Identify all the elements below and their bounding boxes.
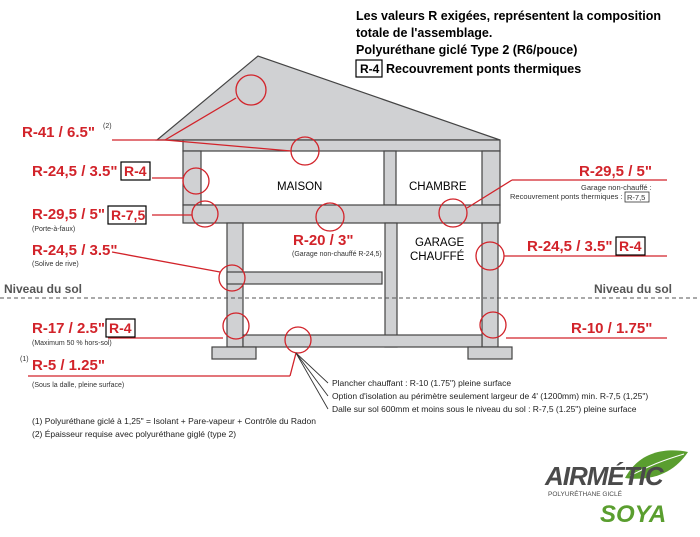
label-overhang: R-29,5 / 5" (32, 206, 105, 223)
header-line2: totale de l'assemblage. (356, 26, 493, 40)
label-right-top-sub1: Garage non-chauffé : (581, 183, 652, 192)
upper-left-wall (183, 151, 201, 205)
label-foundation: R-17 / 2.5" (32, 320, 105, 337)
label-slab: R-5 / 1.25" (32, 357, 105, 374)
label-right-top-sub2: Recouvrement ponts thermiques : (510, 192, 623, 201)
lower-middle-wall (385, 223, 397, 347)
label-right-wall: R-24,5 / 3.5" (527, 238, 613, 255)
room-garage-line2: CHAUFFÉ (410, 251, 465, 263)
note-1: Plancher chauffant : R-10 (1.75") pleine surface (332, 378, 512, 388)
slab-note-leaders (296, 353, 328, 409)
label-rim-sub: (Solive de rive) (32, 261, 79, 268)
room-chambre: CHAMBRE (409, 181, 467, 193)
note-3: Dalle sur sol 600mm et moins sous le niveau du sol : R-7,5 (1.25") pleine surface (332, 404, 637, 414)
leader-slab-diag (290, 353, 296, 376)
main-floor (227, 272, 382, 284)
logo-brand: AIRMÉTIC (545, 461, 663, 491)
leader-note1 (296, 353, 328, 383)
grade-label-right: Niveau du sol (594, 282, 673, 296)
label-slab-mark: (1) (20, 356, 29, 363)
label-roof-sup: (2) (103, 123, 112, 130)
header-line3: Polyuréthane giclé Type 2 (R6/pouce) (356, 43, 578, 57)
footnote-1: (1) Polyuréthane giclé à 1,25" = Isolant + Pare-vapeur + Contrôle du Radon (32, 416, 316, 426)
grade-label-left: Niveau du sol (4, 282, 83, 296)
label-rim: R-24,5 / 3.5" (32, 242, 118, 259)
leader-note3 (296, 353, 328, 409)
label-upper-wall: R-24,5 / 3.5" (32, 163, 118, 180)
label-right-top-sub2-box-text: R-7,5 (627, 193, 646, 202)
room-maison: MAISON (277, 181, 323, 193)
logo-soya: SOYA (600, 501, 667, 528)
basement-slab (243, 335, 482, 347)
airmetic-logo (544, 450, 688, 528)
label-foundation-sub: (Maximum 50 % hors-sol) (32, 340, 112, 347)
left-footing (212, 347, 256, 359)
label-right-foundation: R-10 / 1.75" (571, 320, 653, 337)
label-slab-sub: (Sous la dalle, pleine surface) (32, 382, 125, 389)
footnote-2: (2) Épaisseur requise avec polyuréthane giglé (type 2) (32, 429, 237, 439)
label-floor: R-20 / 3" (293, 232, 354, 249)
note-2: Option d'isolation au périmètre seulement largeur de 4' (1200mm) min. R-7,5 (1,25") (332, 391, 649, 401)
slab-notes (332, 378, 648, 414)
right-footing (468, 347, 512, 359)
label-overhang-sub: (Porte-à-faux) (32, 226, 76, 233)
logo-tagline: POLYURÉTHANE GICLÉ (548, 491, 622, 498)
label-floor-sub: (Garage non-chauffé R-24,5) (292, 251, 382, 258)
upper-floor (183, 205, 500, 223)
room-garage-line1: GARAGE (415, 237, 465, 249)
leader-rim (112, 252, 220, 272)
legend-box-text: R-4 (360, 62, 380, 76)
label-foundation-box-text: R-4 (109, 320, 132, 336)
house-structure (157, 56, 512, 359)
label-upper-wall-box-text: R-4 (124, 163, 147, 179)
label-right-top: R-29,5 / 5" (579, 163, 652, 180)
lower-left-wall (227, 223, 243, 347)
label-right-wall-box-text: R-4 (619, 238, 642, 254)
leader-note2 (296, 353, 328, 396)
label-roof: R-41 / 6.5" (22, 124, 95, 141)
header-line1: Les valeurs R exigées, représentent la composition (356, 9, 661, 23)
upper-middle-wall (384, 151, 396, 205)
footnotes (32, 416, 316, 439)
legend-text: Recouvrement ponts thermiques (386, 62, 582, 76)
label-overhang-box-text: R-7,5 (111, 207, 146, 223)
